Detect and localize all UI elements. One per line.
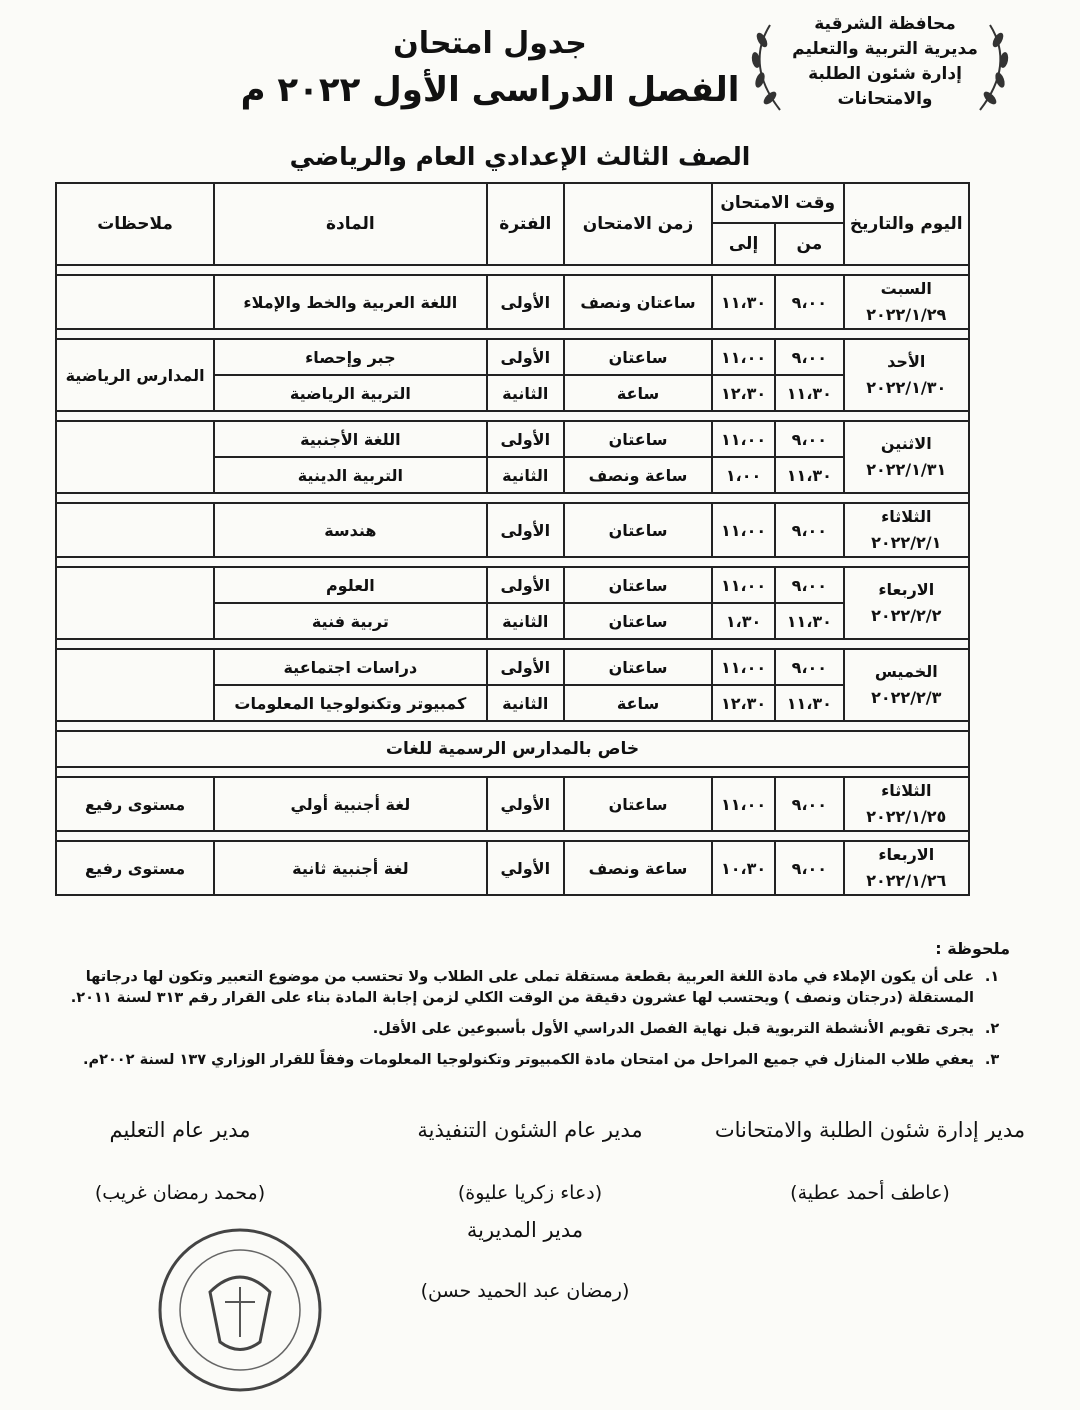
time-to-cell: ١١،٠٠: [712, 567, 775, 603]
duration-cell: ساعتان: [564, 339, 712, 375]
time-from-cell: ١١،٣٠: [775, 603, 843, 639]
header-line: محافظة الشرقية: [814, 14, 956, 34]
header-exam-time: وقت الامتحان: [712, 183, 844, 223]
row-gap: [56, 557, 969, 567]
header-day-date: اليوم والتاريخ: [844, 183, 969, 265]
notes-label: ملحوظة :: [935, 939, 1010, 958]
period-cell: الثانية: [487, 603, 565, 639]
note-item: [60, 967, 1010, 1009]
subject-cell: التربية الدينية: [214, 457, 486, 493]
row-gap: [56, 265, 969, 275]
header-from: من: [775, 223, 843, 265]
row-gap: [56, 639, 969, 649]
day-date-cell: [844, 777, 969, 831]
exam-date: ٢٠٢٢/١/٣٠: [866, 378, 947, 397]
exam-date: ٢٠٢٢/١/٣١: [866, 460, 947, 479]
signature-block: [700, 1118, 1040, 1204]
signature-name: (رمضان عبد الحميد حسن): [420, 1280, 630, 1302]
exam-date: ٢٠٢٢/٢/١: [871, 533, 942, 552]
time-from-cell: ٩،٠٠: [775, 841, 843, 895]
table-row: [56, 275, 969, 329]
row-gap: [56, 767, 969, 777]
exam-date: ٢٠٢٢/١/٢٥: [866, 807, 947, 826]
note-text: على أن يكون الإملاء في مادة اللغة العربية بقطعة مستقلة تملى على الطلاب ولا تحتسب من موضوع التعبير وتكون لها درجاتها المستقلة (درجتان ونصف ) ويحتسب لها عشرون دقيقة من الوقت الكلي لزمن إجابة المادة بناء على القرار رقم ٣١٣ لسنة ٢٠١١.: [70, 969, 974, 1006]
period-cell: الثانية: [487, 375, 565, 411]
duration-cell: ساعتان: [564, 421, 712, 457]
subject-cell: اللغة العربية والخط والإملاء: [214, 275, 486, 329]
header-subject: المادة: [214, 183, 486, 265]
row-gap: [56, 411, 969, 421]
notes-cell: مستوى رفيع: [56, 777, 214, 831]
header-period: الفترة: [487, 183, 565, 265]
time-to-cell: ١١،٣٠: [712, 275, 775, 329]
notes-cell: [56, 275, 214, 329]
signature-role: مدير عام الشئون التنفيذية: [417, 1118, 643, 1142]
subject-cell: التربية الرياضية: [214, 375, 486, 411]
day-date-cell: [844, 567, 969, 639]
header-notes: ملاحظات: [56, 183, 214, 265]
duration-cell: ساعة ونصف: [564, 457, 712, 493]
day-date-cell: [844, 275, 969, 329]
table-row: [56, 339, 969, 375]
notes-cell: [56, 421, 214, 493]
day-name: الأحد: [887, 352, 926, 371]
subject-cell: تربية فنية: [214, 603, 486, 639]
time-to-cell: ١١،٠٠: [712, 421, 775, 457]
exam-date: ٢٠٢٢/١/٢٦: [866, 871, 947, 890]
table-row: [56, 503, 969, 557]
row-gap: [56, 721, 969, 731]
table-row: [56, 841, 969, 895]
note-number: ٢.: [984, 1021, 1000, 1037]
day-name: السبت: [880, 279, 932, 298]
day-name: الثلاثاء: [881, 507, 932, 526]
time-from-cell: ٩،٠٠: [775, 777, 843, 831]
time-to-cell: ١١،٠٠: [712, 339, 775, 375]
subject-cell: هندسة: [214, 503, 486, 557]
header-line: مديرية التربية والتعليم: [792, 39, 978, 59]
signature-name: (عاطف أحمد عطية): [790, 1182, 950, 1204]
exam-date: ٢٠٢٢/٢/٣: [871, 688, 942, 707]
time-to-cell: ١،٠٠: [712, 457, 775, 493]
day-date-cell: [844, 503, 969, 557]
period-cell: الأولى: [487, 275, 565, 329]
period-cell: الثانية: [487, 457, 565, 493]
duration-cell: ساعتان: [564, 567, 712, 603]
subject-cell: لغة أجنبية ثانية: [214, 841, 486, 895]
day-name: الاربعاء: [878, 845, 935, 864]
day-date-cell: [844, 649, 969, 721]
period-cell: الأولى: [487, 339, 565, 375]
subject-cell: دراسات اجتماعية: [214, 649, 486, 685]
signature-block: [390, 1118, 670, 1204]
header-to: إلى: [712, 223, 775, 265]
duration-cell: ساعتان ونصف: [564, 275, 712, 329]
duration-cell: ساعة: [564, 685, 712, 721]
time-from-cell: ٩،٠٠: [775, 503, 843, 557]
period-cell: الأولي: [487, 841, 565, 895]
exam-date: ٢٠٢٢/١/٢٩: [866, 305, 947, 324]
signature-block: [400, 1218, 650, 1302]
time-to-cell: ١،٣٠: [712, 603, 775, 639]
signature-role: مدير عام التعليم: [109, 1118, 251, 1142]
signature-role: مدير إدارة شئون الطلبة والامتحانات: [714, 1118, 1026, 1142]
signature-block: [50, 1118, 310, 1204]
duration-cell: ساعتان: [564, 649, 712, 685]
row-gap: [56, 329, 969, 339]
subject-cell: العلوم: [214, 567, 486, 603]
day-name: الثلاثاء: [881, 781, 932, 800]
time-from-cell: ٩،٠٠: [775, 339, 843, 375]
directorate-header: [760, 12, 1010, 112]
time-from-cell: ٩،٠٠: [775, 421, 843, 457]
time-from-cell: ١١،٣٠: [775, 375, 843, 411]
title-line-1: جدول امتحان: [393, 26, 587, 61]
time-from-cell: ٩،٠٠: [775, 649, 843, 685]
note-number: ٣.: [984, 1052, 1000, 1068]
subject-cell: اللغة الأجنبية: [214, 421, 486, 457]
time-to-cell: ١٠،٣٠: [712, 841, 775, 895]
time-from-cell: ١١،٣٠: [775, 685, 843, 721]
signature-name: (محمد رمضان غريب): [94, 1182, 266, 1204]
note-item: [60, 1019, 1010, 1040]
day-date-cell: [844, 339, 969, 411]
note-number: ١.: [984, 969, 1000, 985]
day-name: الاربعاء: [878, 580, 935, 599]
subject-cell: جبر وإحصاء: [214, 339, 486, 375]
day-date-cell: [844, 841, 969, 895]
signature-name: (دعاء زكريا عليوة): [457, 1182, 603, 1204]
duration-cell: ساعتان: [564, 777, 712, 831]
notes-section: [60, 938, 1010, 1081]
subject-cell: كمبيوتر وتكنولوجيا المعلومات: [214, 685, 486, 721]
period-cell: الأولي: [487, 777, 565, 831]
notes-cell: [56, 567, 214, 639]
header-line: إدارة شئون الطلبة والامتحانات: [808, 64, 962, 109]
period-cell: الأولى: [487, 503, 565, 557]
duration-cell: ساعة: [564, 375, 712, 411]
time-to-cell: ١١،٠٠: [712, 649, 775, 685]
note-item: [60, 1050, 1010, 1071]
period-cell: الأولى: [487, 567, 565, 603]
notes-cell: [56, 503, 214, 557]
day-name: الخميس: [874, 662, 938, 681]
language-schools-banner: خاص بالمدارس الرسمية للغات: [56, 731, 969, 767]
signature-role: مدير المديرية: [466, 1218, 584, 1242]
time-to-cell: ١٢،٣٠: [712, 375, 775, 411]
table-row: [56, 567, 969, 603]
duration-cell: ساعتان: [564, 503, 712, 557]
time-from-cell: ٩،٠٠: [775, 567, 843, 603]
duration-cell: ساعة ونصف: [564, 841, 712, 895]
time-to-cell: ١١،٠٠: [712, 777, 775, 831]
row-gap: [56, 493, 969, 503]
day-name: الاثنين: [880, 434, 932, 453]
row-gap: [56, 831, 969, 841]
grade-title: الصف الثالث الإعدادي العام والرياضي: [289, 142, 751, 171]
period-cell: الثانية: [487, 685, 565, 721]
time-to-cell: ١١،٠٠: [712, 503, 775, 557]
note-text: يجرى تقويم الأنشطة التربوية قبل نهاية الفصل الدراسي الأول بأسبوعين على الأقل.: [372, 1021, 974, 1037]
schedule-table: [55, 182, 970, 896]
time-to-cell: ١٢،٣٠: [712, 685, 775, 721]
title-line-2: الفصل الدراسى الأول ٢٠٢٢ م: [240, 70, 740, 110]
table-row: [56, 649, 969, 685]
notes-cell: [56, 649, 214, 721]
header-duration: زمن الامتحان: [564, 183, 712, 265]
period-cell: الأولى: [487, 421, 565, 457]
note-text: يعفي طلاب المنازل في جميع المراحل من امتحان مادة الكمبيوتر وتكنولوجيا المعلومات وفقاً للقرار الوزاري ١٣٧ لسنة ٢٠٠٢م.: [82, 1052, 974, 1068]
official-stamp-icon: [140, 1222, 340, 1397]
exam-date: ٢٠٢٢/٢/٢: [871, 606, 942, 625]
time-from-cell: ١١،٣٠: [775, 457, 843, 493]
table-row: [56, 777, 969, 831]
title-block: [230, 24, 750, 116]
notes-cell: المدارس الرياضية: [56, 339, 214, 411]
time-from-cell: ٩،٠٠: [775, 275, 843, 329]
subject-cell: لغة أجنبية أولي: [214, 777, 486, 831]
duration-cell: ساعتان: [564, 603, 712, 639]
table-row: [56, 421, 969, 457]
notes-cell: مستوى رفيع: [56, 841, 214, 895]
day-date-cell: [844, 421, 969, 493]
period-cell: الأولى: [487, 649, 565, 685]
